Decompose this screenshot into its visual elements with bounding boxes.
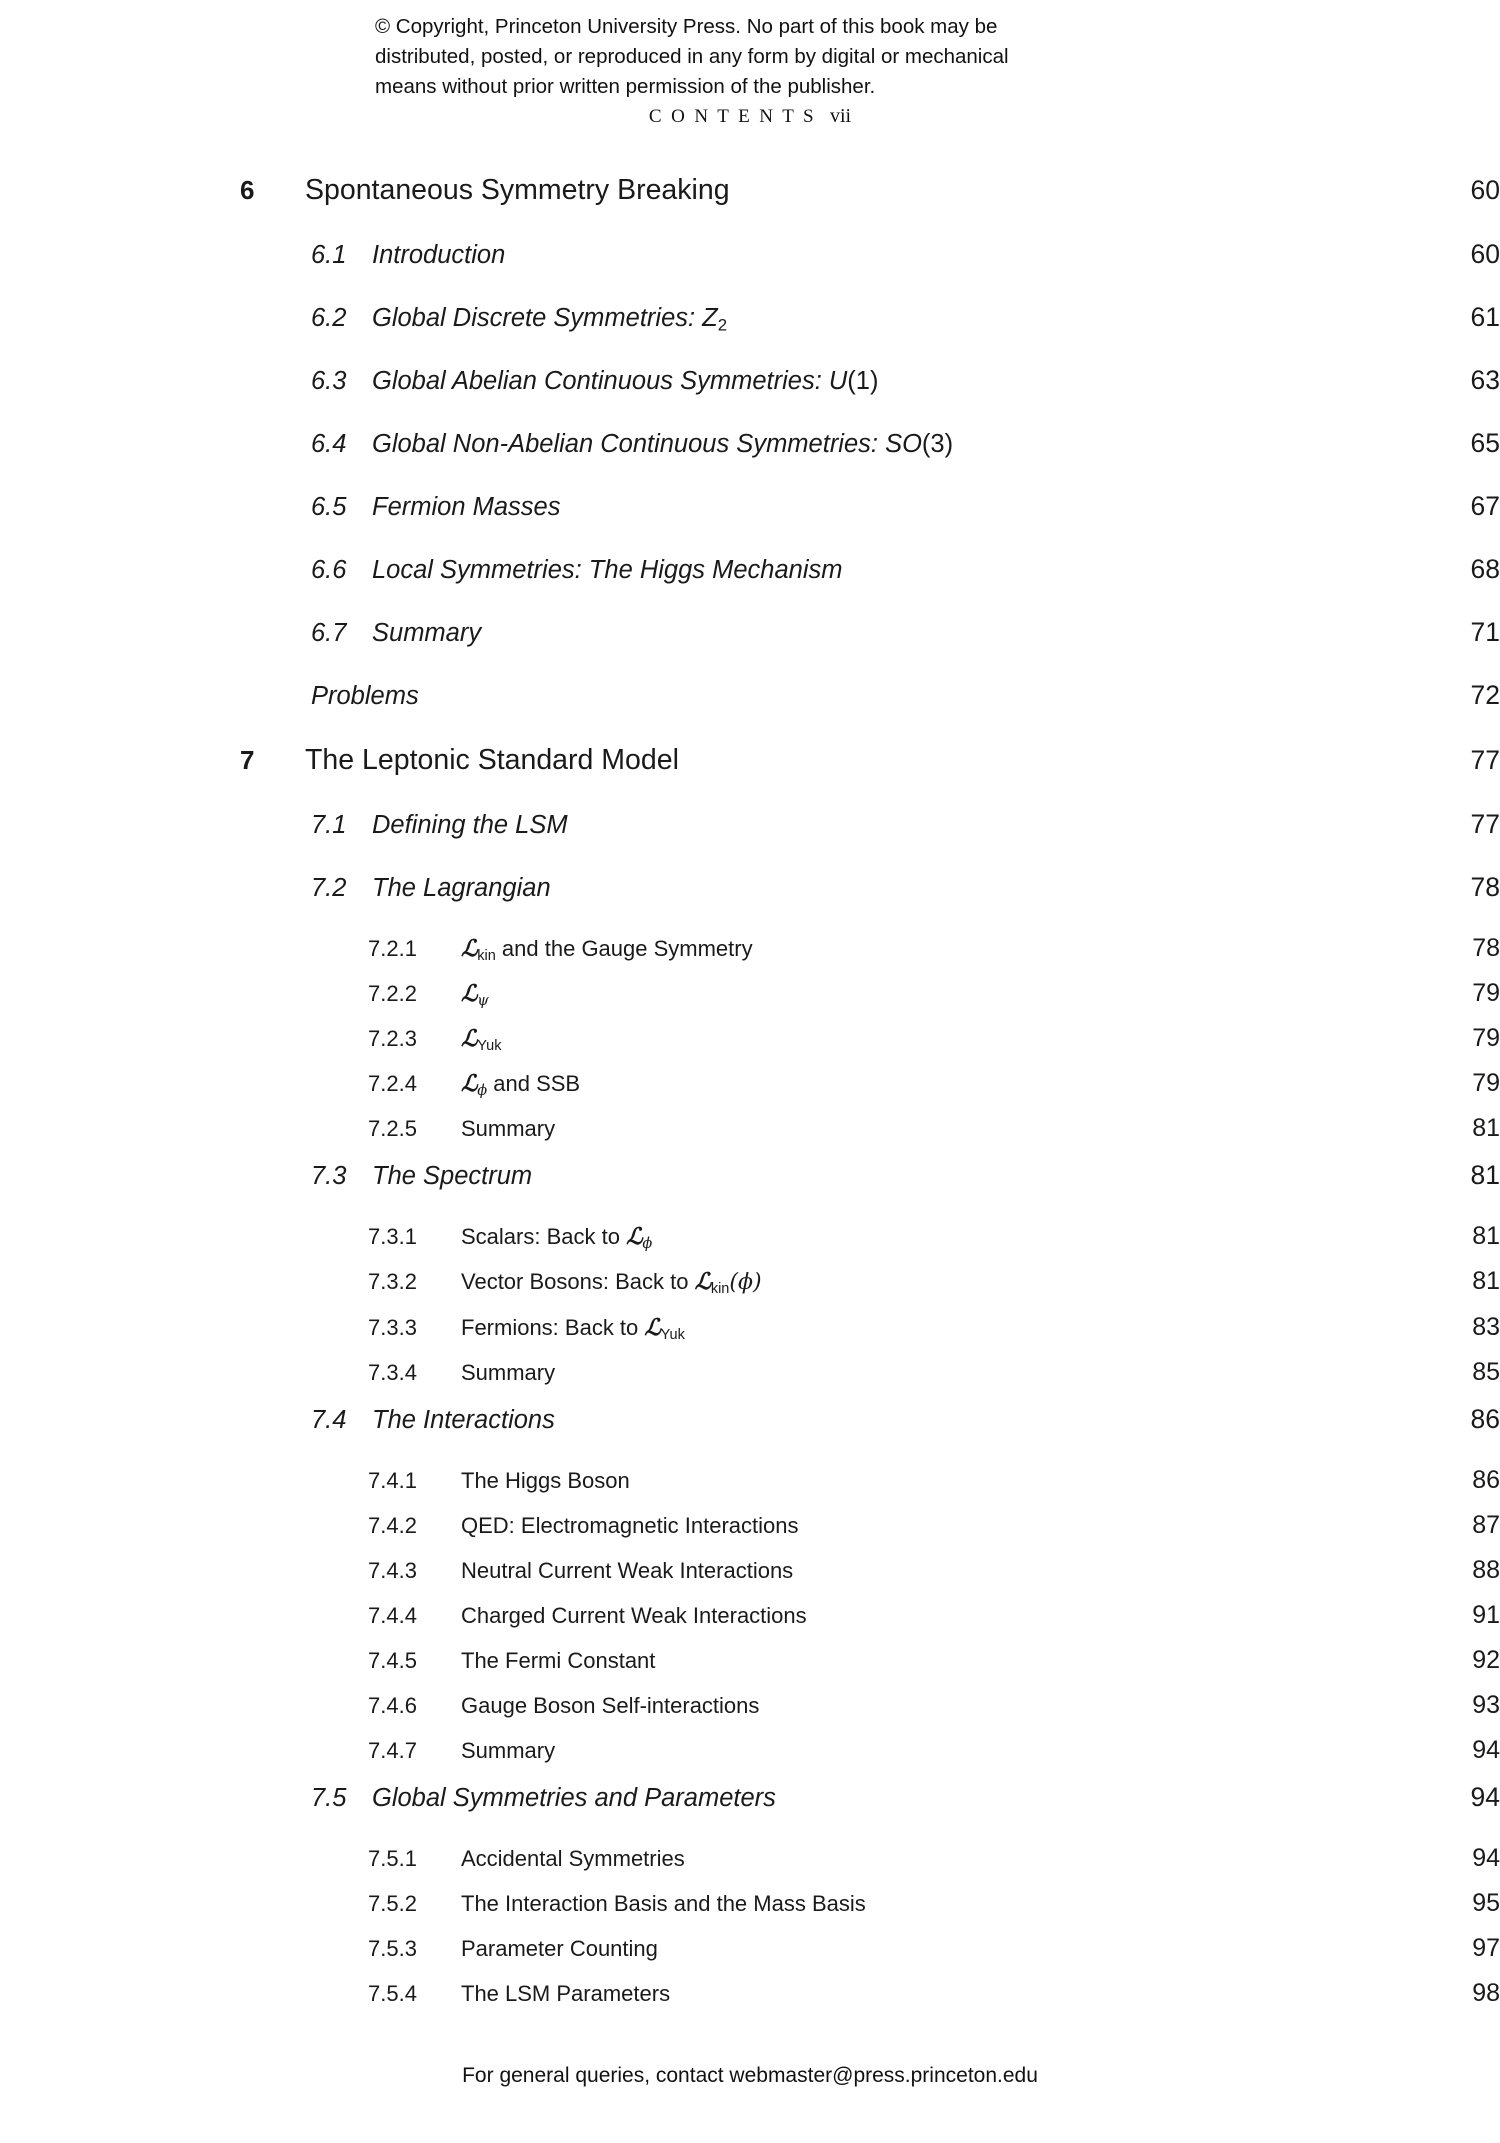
toc-page-number: 81 xyxy=(1472,1114,1500,1142)
toc-title: The Leptonic Standard Model xyxy=(305,744,679,776)
toc-entry-7-4-4[interactable] xyxy=(0,1599,1500,1632)
toc-entry-7-3-1[interactable] xyxy=(0,1220,1500,1253)
toc-number: 7.3.3 xyxy=(368,1315,417,1340)
toc-page-number: 79 xyxy=(1472,1024,1500,1052)
toc-page-number: 86 xyxy=(1472,1466,1500,1494)
toc-number: 7 xyxy=(240,745,255,775)
toc-entry-problems-6[interactable] xyxy=(0,677,1500,714)
toc-number: 7.5 xyxy=(311,1784,347,1812)
toc-number: 6.6 xyxy=(311,556,347,584)
toc-entry-7-5-2[interactable] xyxy=(0,1887,1500,1920)
copyright-line-2: distributed, posted, or reproduced in any form by digital or mechanical xyxy=(375,45,1009,68)
toc-entry-7-3[interactable] xyxy=(0,1157,1500,1194)
toc-page-number: 65 xyxy=(1470,428,1500,458)
toc-number: 7.4.4 xyxy=(368,1603,417,1628)
toc-title: The Higgs Boson xyxy=(461,1468,630,1493)
running-head xyxy=(0,105,1500,128)
toc-page-number: 68 xyxy=(1470,554,1500,584)
toc-entry-7-4[interactable] xyxy=(0,1401,1500,1438)
toc-entry-7-2-2[interactable] xyxy=(0,977,1500,1010)
table-of-contents xyxy=(0,170,1500,2022)
toc-number: 7.4.2 xyxy=(368,1513,417,1538)
toc-entry-7-3-4[interactable] xyxy=(0,1356,1500,1389)
toc-entry-6-7[interactable] xyxy=(0,614,1500,651)
toc-title: Summary xyxy=(461,1360,556,1385)
toc-number: 7.4.7 xyxy=(368,1738,417,1763)
toc-number: 7.3 xyxy=(311,1162,347,1190)
toc-number: 7.2.3 xyxy=(368,1026,417,1051)
toc-page-number: 60 xyxy=(1470,239,1500,269)
toc-title: Defining the LSM xyxy=(372,811,568,839)
toc-page-number: 86 xyxy=(1470,1404,1500,1434)
toc-entry-7-2-3[interactable] xyxy=(0,1022,1500,1055)
toc-number: 6.5 xyxy=(311,493,347,521)
toc-title: Scalars: Back to ℒ$_\phi$ xyxy=(461,1224,653,1252)
toc-number: 7.4.1 xyxy=(368,1468,417,1493)
toc-entry-7-4-3[interactable] xyxy=(0,1554,1500,1587)
toc-entry-6-2[interactable] xyxy=(0,299,1500,336)
toc-entry-7-3-3[interactable] xyxy=(0,1311,1500,1344)
toc-title: Global Discrete Symmetries: $Z_2$ xyxy=(372,304,728,335)
toc-number: 7.3.2 xyxy=(368,1269,417,1294)
toc-title: The Spectrum xyxy=(372,1162,533,1190)
toc-page-number: 81 xyxy=(1470,1160,1500,1190)
toc-page-number: 72 xyxy=(1470,680,1500,710)
toc-title: Neutral Current Weak Interactions xyxy=(461,1558,794,1583)
toc-number: 7.4.3 xyxy=(368,1558,417,1583)
toc-entry-7-4-2[interactable] xyxy=(0,1509,1500,1542)
toc-number: 6.7 xyxy=(311,619,347,647)
toc-entry-7-4-6[interactable] xyxy=(0,1689,1500,1722)
toc-title: The Fermi Constant xyxy=(461,1648,656,1673)
toc-title: Summary xyxy=(461,1738,556,1763)
toc-number: 7.2.4 xyxy=(368,1071,417,1096)
toc-page-number: 79 xyxy=(1472,979,1500,1007)
toc-entry-7-4-5[interactable] xyxy=(0,1644,1500,1677)
toc-number: 7.2.2 xyxy=(368,981,417,1006)
toc-number: 7.5.2 xyxy=(368,1891,417,1916)
toc-number: 7.2 xyxy=(311,874,347,902)
toc-title: Vector Bosons: Back to ℒ$_{kin}$(ϕ) xyxy=(461,1269,762,1297)
toc-page-number: 83 xyxy=(1472,1313,1500,1341)
toc-number: 7.4.6 xyxy=(368,1693,417,1718)
toc-entry-7-5-3[interactable] xyxy=(0,1932,1500,1965)
toc-page-number: 92 xyxy=(1472,1646,1500,1674)
toc-number: 7.2.1 xyxy=(368,936,417,961)
toc-title: Global Non-Abelian Continuous Symmetries: SO(3) xyxy=(372,430,954,458)
toc-page-number: 60 xyxy=(1470,175,1500,205)
toc-page-number: 77 xyxy=(1470,745,1500,775)
toc-entry-6-5[interactable] xyxy=(0,488,1500,525)
toc-entry-7-2[interactable] xyxy=(0,869,1500,906)
toc-page-number: 98 xyxy=(1472,1979,1500,2007)
toc-title: The Interactions xyxy=(372,1406,555,1434)
toc-page-number: 61 xyxy=(1470,302,1500,332)
toc-page-number: 87 xyxy=(1472,1511,1500,1539)
toc-entry-7-5-1[interactable] xyxy=(0,1842,1500,1875)
toc-entry-6-4[interactable] xyxy=(0,425,1500,462)
toc-page-number: 81 xyxy=(1472,1222,1500,1250)
toc-entry-7-4-7[interactable] xyxy=(0,1734,1500,1767)
toc-number: 7.5.4 xyxy=(368,1981,417,2006)
toc-number: 7.5.1 xyxy=(368,1846,417,1871)
toc-title: ℒ$_\phi$ and SSB xyxy=(461,1071,581,1099)
toc-title: The Lagrangian xyxy=(372,874,551,902)
toc-title: The Interaction Basis and the Mass Basis xyxy=(461,1891,866,1916)
toc-number: 7.5.3 xyxy=(368,1936,417,1961)
toc-title: QED: Electromagnetic Interactions xyxy=(461,1513,799,1538)
toc-number: 7.4.5 xyxy=(368,1648,417,1673)
toc-number: 7.3.4 xyxy=(368,1360,417,1385)
toc-page-number: 63 xyxy=(1470,365,1500,395)
toc-entry-7-5[interactable] xyxy=(0,1779,1500,1816)
toc-entry-chapter-7[interactable] xyxy=(0,740,1500,780)
toc-entry-7-2-4[interactable] xyxy=(0,1067,1500,1100)
toc-page-number: 78 xyxy=(1472,934,1500,962)
toc-entry-7-2-1[interactable] xyxy=(0,932,1500,965)
toc-title: Parameter Counting xyxy=(461,1936,658,1961)
toc-number: 6.1 xyxy=(311,241,347,269)
toc-entry-7-2-5[interactable] xyxy=(0,1112,1500,1145)
toc-page-number: 94 xyxy=(1472,1844,1500,1872)
toc-page-number: 81 xyxy=(1472,1267,1500,1295)
copyright-line-3: means without prior written permission of the publisher. xyxy=(375,75,876,98)
toc-number: 6.4 xyxy=(311,430,347,458)
toc-number: 6.2 xyxy=(311,304,347,332)
toc-entry-7-3-2[interactable] xyxy=(0,1265,1500,1299)
toc-number: 7.4 xyxy=(311,1406,347,1434)
toc-number: 7.3.1 xyxy=(368,1224,417,1249)
toc-page-number: 79 xyxy=(1472,1069,1500,1097)
toc-entry-7-1[interactable] xyxy=(0,806,1500,843)
toc-page-number: 93 xyxy=(1472,1691,1500,1719)
toc-title: Global Symmetries and Parameters xyxy=(372,1784,776,1812)
toc-title: Global Abelian Continuous Symmetries: U(1) xyxy=(372,367,879,395)
toc-page-number: 88 xyxy=(1472,1556,1500,1584)
footer-queries-note: For general queries, contact webmaster@press.princeton.edu xyxy=(462,2064,1038,2087)
toc-entry-6-3[interactable] xyxy=(0,362,1500,399)
toc-title: ℒ$_{kin}$ and the Gauge Symmetry xyxy=(461,936,753,964)
toc-page-number: 77 xyxy=(1470,809,1500,839)
toc-page-number: 91 xyxy=(1472,1601,1500,1629)
toc-title: Fermions: Back to ℒ$_{Yuk}$ xyxy=(461,1315,685,1343)
folio-number: vii xyxy=(829,105,852,127)
toc-title: Gauge Boson Self-interactions xyxy=(461,1693,760,1718)
toc-title: Summary xyxy=(461,1116,556,1141)
toc-entry-6-1[interactable] xyxy=(0,236,1500,273)
toc-title: Charged Current Weak Interactions xyxy=(461,1603,807,1628)
toc-entry-chapter-6[interactable] xyxy=(0,170,1500,210)
toc-page-number: 67 xyxy=(1470,491,1500,521)
toc-title: ℒ$_\psi$ xyxy=(461,981,489,1009)
toc-page-number: 94 xyxy=(1472,1736,1500,1764)
toc-number: 7.2.5 xyxy=(368,1116,417,1141)
toc-title: Local Symmetries: The Higgs Mechanism xyxy=(372,556,843,584)
toc-number: 6.3 xyxy=(311,367,347,395)
toc-page-number: 78 xyxy=(1470,872,1500,902)
toc-page-number: 85 xyxy=(1472,1358,1500,1386)
toc-title: Accidental Symmetries xyxy=(461,1846,685,1871)
running-head-label: C O N T E N T S xyxy=(648,106,816,127)
toc-title: Fermion Masses xyxy=(372,493,561,521)
toc-title: Introduction xyxy=(372,241,506,269)
toc-title: Spontaneous Symmetry Breaking xyxy=(305,174,730,206)
toc-number: 7.1 xyxy=(311,811,347,839)
toc-title: Problems xyxy=(311,682,419,710)
toc-page-number: 94 xyxy=(1470,1782,1500,1812)
toc-page-number: 71 xyxy=(1470,617,1500,647)
toc-title: Summary xyxy=(372,619,482,647)
toc-entry-6-6[interactable] xyxy=(0,551,1500,588)
toc-entry-7-5-4[interactable] xyxy=(0,1977,1500,2010)
toc-page-number: 97 xyxy=(1472,1934,1500,1962)
copyright-line-1: © Copyright, Princeton University Press. No part of this book may be xyxy=(375,15,998,38)
toc-page-number: 95 xyxy=(1472,1889,1500,1917)
toc-title: ℒ$_{Yuk}$ xyxy=(461,1026,502,1054)
toc-entry-7-4-1[interactable] xyxy=(0,1464,1500,1497)
toc-number: 6 xyxy=(240,175,255,205)
copyright-notice xyxy=(375,12,1120,102)
toc-title: The LSM Parameters xyxy=(461,1981,671,2006)
